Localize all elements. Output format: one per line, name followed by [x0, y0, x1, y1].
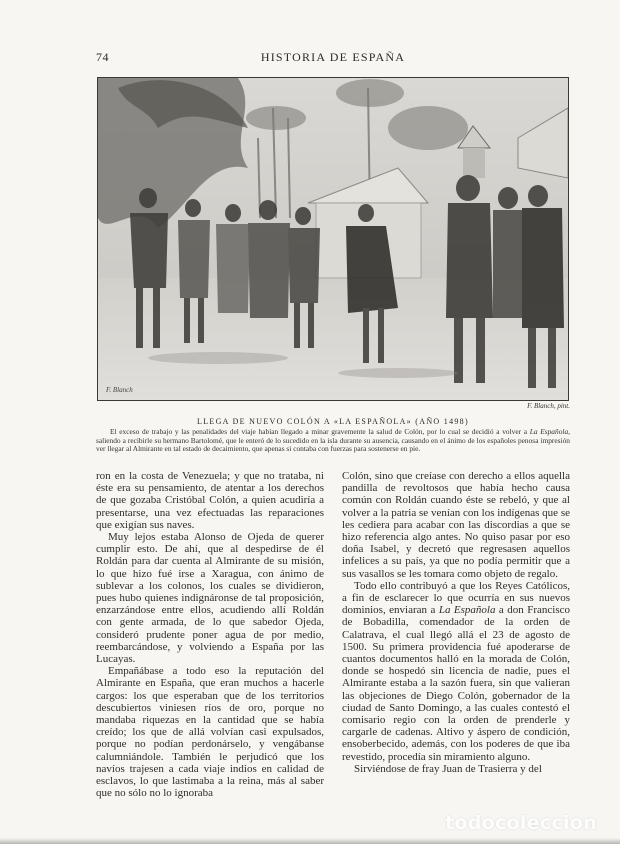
- caption-text-1: El exceso de trabajo y las penalidades del viaje habían llegado a minar gravemente la salud de Colón, por lo cual se decidió a volver a: [110, 427, 530, 436]
- caption-text-2: , saliendo a recibirle su hermano Bartolomé, que le enteró de lo sucedido en la isla durante su ausencia, causando en el ánimo de los españoles penosa impresión ver llegar al Almirante en tal estado de decaimiento, que apenas si contaba con fuerzas para sostenerse en pie.: [96, 427, 571, 454]
- page-header: [96, 50, 570, 66]
- paragraph: ron en la costa de Venezuela; y que no trataba, ni éste era su pensamiento, de atentar a los derechos de que gozaba Cristóbal Colón, a quien acudiría a presentarse, una vez efectuadas las reparaciones que exigían sus naves.: [96, 470, 324, 531]
- left-column: [96, 470, 324, 799]
- paragraph: [342, 580, 570, 763]
- caption-body: [96, 428, 570, 454]
- caption-emphasis: La Española: [529, 427, 569, 436]
- paragraph-emphasis: La Española: [438, 604, 496, 617]
- paragraph: Sirviéndose de fray Juan de Trasierra y del: [354, 762, 542, 775]
- engraving-scene: [98, 78, 568, 400]
- body-columns: [96, 470, 570, 800]
- paragraph: Muy lejos estaba Alonso de Ojeda de querer cumplir esto. De ahí, que al despedirse de él Roldán para dar cuenta al Almirante de su misión, lo que hizo fué irse a Xaragua, con ánimo de sublevar a los colonos, los cuales se dividieron, pues hubo quienes indignáronse de tal proposición, enzarzándose entre ellos, acudiendo allí Roldán con gente armada, de lo que sabedor Ojeda, consideró prudente poner agua de por medio, reembarcándose, y volviendo a España por las Lucayas.: [96, 531, 324, 666]
- paragraph: Empañábase a todo eso la reputación del Almirante en España, que eran muchos a hacerle cargos: los que esperaban que de los territorios descubiertos viniesen ríos de oro, porque no mandaba riquezas en la cantidad que se había creído; los que de allá volvían casi expulsados, porque no podían perdonárselo, y vengábanse calumniándole. También le perjudicó que los navíos trajesen a cada viaje indios en calidad de esclavos, lo que lastimaba a la reina, más al saber que no sólo no lo ignoraba: [96, 665, 324, 800]
- paragraph-text: a don Francisco de Bobadilla, comendador de la orden de Calatrava, el cual llegó allá el 23 de agosto de 1500. Su primera providencia fué apoderarse de cuantos documentos halló en la morada de Colón, donde se hospedó sin licencia de nadie, pues el Almirante estaba a la sazón fuera, sin que valieran las objeciones de Diego Colón, gobernador de la ciudad de Santo Domingo, a las cuales contestó el comisario regio con la orden de prenderle y cargarle de cadenas. Altivo y áspero de condición, ensoberbecido, además, con los poderes de que iba revestido, procedía sin miramiento alguno.: [342, 604, 570, 763]
- paragraph-text: Todo ello contribuyó a que los Reyes Católicos, a fin de esclarecer lo que ocurría en sus nuevos dominios, enviaran a: [342, 579, 570, 617]
- artist-signature: F. Blanch: [106, 386, 133, 394]
- running-title: HISTORIA DE ESPAÑA: [260, 50, 406, 64]
- illustration-credit: F. Blanch, pint.: [527, 402, 570, 410]
- right-column: [342, 470, 570, 775]
- page-edge-shadow: [0, 838, 620, 844]
- watermark: todocoleccion: [445, 812, 598, 834]
- caption-title: LLEGA DE NUEVO COLÓN A «LA ESPAÑOLA» (AÑO 1498): [197, 417, 469, 426]
- page-number: 74: [96, 50, 109, 64]
- illustration-engraving: [97, 77, 569, 401]
- paragraph: Colón, sino que creíase con derecho a ellos aquella pandilla de revoltosos que había hecho causa común con Roldán cuando éste se rebeló, y que al volver a la patria se venían con los indígenas que se les cediera para acabar con las discordias a que se hizo referencia algo antes. No quiso pasar por eso doña Isabel, y decretó que regresasen aquellos infelices a su país, ya que no podía permitir que a sus vasallos se les tomara como objeto de regalo.: [342, 470, 570, 580]
